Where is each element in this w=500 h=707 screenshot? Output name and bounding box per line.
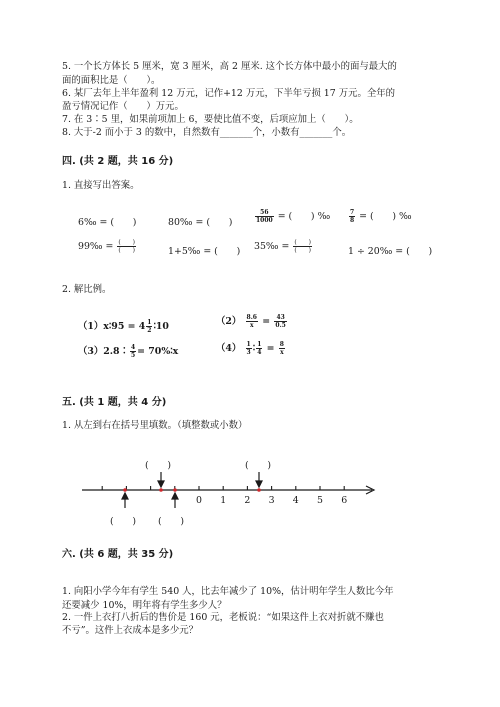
s6-line-2: 还要减少 10%，明年将有学生多少人？ [62,600,227,611]
proportion-1: （1）x∶95 = 4 $\frac{1}{2}$ ∶10 [78,319,169,334]
marked-point [159,488,163,492]
q8-line: 8. 大于-2 而小于 3 的数中，自然数有_______个，小数有_______个。 [62,127,352,138]
tick-label: 2 [244,495,251,506]
calc-56-over-1000: $\frac{56}{1000}$ = ( ) ‰ [256,209,331,224]
fraction-8.6-x: $\frac{8.6}{x}$ [246,314,257,329]
down-arrowhead-1 [158,481,164,487]
fraction-blank: $\frac{( )}{( )}$ [294,239,312,254]
marked-point [257,488,261,492]
s6-line-3: 2. 一件上衣打八折后的售价是 160 元，老板说：“如果这件上衣对折就不赚也 [62,612,384,623]
up-arrowhead-1 [122,493,128,499]
q6-line2: 盈亏情况记作（ ）万元。 [62,101,184,112]
fraction-4-5: $\frac{4}{5}$ [130,344,136,359]
down-arrowhead-2 [256,481,262,487]
bottom-blank-1: ( ) [110,516,137,527]
up-arrowhead-2 [172,493,178,499]
tick-label: 1 [220,495,227,506]
tick-label: 6 [341,495,348,506]
fraction-43-0.5: $\frac{43}{0.5}$ [275,314,286,329]
tick-label: 4 [292,495,299,506]
calc-1-plus-5-permille: 1+5‰ = ( ) [168,246,241,257]
s6-line-4: 不亏”。这件上衣成本是多少元？ [62,625,199,636]
top-blank-1: ( ) [145,460,172,471]
fraction-1-2: $\frac{1}{2}$ [147,319,152,334]
proportion-3: （3）2.8∶ $\frac{4}{5}$ = 70%∶x [78,344,179,359]
marked-point [123,488,127,492]
s4-q1-prompt: 1. 直接写出答案。 [62,180,140,191]
fraction-8-x: $\frac{8}{x}$ [279,341,284,356]
bottom-blank-2: ( ) [158,516,185,527]
fraction-7-8: $\frac{7}{8}$ [350,209,355,224]
calc-99-permille: 99‰ = $\frac{( )}{( )}$ [78,239,136,254]
fraction-1-3: $\frac{1}{3}$ [246,341,251,356]
q5-line2: 面的面积比是（ ）。 [62,75,161,86]
q5-line1: 5. 一个长方体长 5 厘米，宽 3 厘米，高 2 厘米. 这个长方体中最小的面与最大的 [62,61,397,72]
tick-label: 0 [196,495,202,506]
section6-heading: 六. (共 6 题，共 35 分) [62,549,174,560]
calc-6-permille: 6‰ = ( ) [78,217,137,228]
calc-1-div-20-permille: 1 ÷ 20‰ = ( ) [348,246,433,257]
s4-q2-prompt: 2. 解比例。 [62,284,112,295]
s6-line-1: 1. 向阳小学今年有学生 540 人，比去年减少了 10%，估计明年学生人数比今年 [62,586,394,597]
s5-q1-prompt: 1. 从左到右在括号里填数。（填整数或小数） [62,420,248,431]
calc-7-over-8: $\frac{7}{8}$ = ( ) ‰ [350,209,412,224]
fraction-56-1000: $\frac{56}{1000}$ [256,209,273,224]
calc-35-permille: 35‰ = $\frac{( )}{( )}$ [254,239,312,254]
section4-heading: 四. (共 2 题，共 16 分) [62,156,174,167]
section5-heading: 五. (共 1 题，共 4 分) [62,397,167,408]
top-blank-2: ( ) [245,460,272,471]
q6-line1: 6. 某厂去年上半年盈利 12 万元，记作+12 万元，下半年亏损 17 万元。全年的 [62,88,395,99]
proportion-2: （2） $\frac{8.6}{x}$ = $\frac{43}{0.5}$ [216,314,286,329]
q7-line: 7. 在 3∶5 里，如果前项加上 6，要使比值不变，后项应加上（ ）。 [62,114,359,125]
tick-label: 5 [317,495,323,506]
marked-point [173,488,177,492]
fraction-blank: $\frac{( )}{( )}$ [118,239,136,254]
calc-80-permille: 80‰ = ( ) [168,217,233,228]
proportion-4: （4） $\frac{1}{3}$ ∶ $\frac{1}{4}$ = $\frac{8}{x}$ [216,341,284,356]
fraction-1-4: $\frac{1}{4}$ [257,341,262,356]
tick-label: 3 [268,495,275,506]
